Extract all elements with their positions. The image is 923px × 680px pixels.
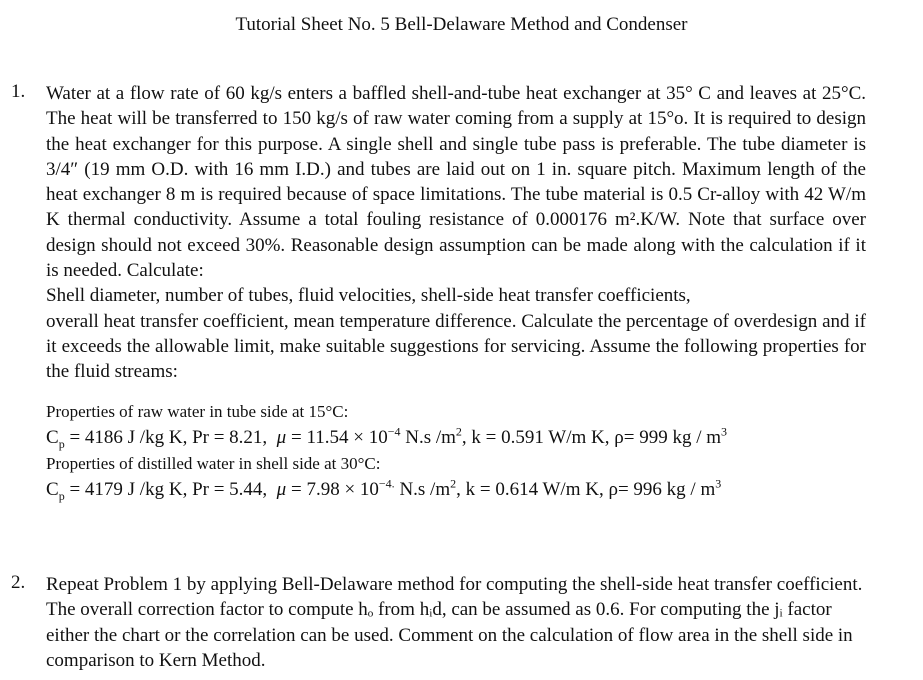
raw-water-cp: 4186 J /kg K — [84, 426, 183, 448]
calculate-list-line: Shell diameter, number of tubes, fluid velocities, shell-side heat transfer coefficients, — [46, 285, 691, 307]
page-title: Tutorial Sheet No. 5 Bell-Delaware Method and Condenser — [235, 14, 688, 35]
raw-water-mu-unit: N.s /m — [405, 426, 456, 448]
distilled-water-cp: 4179 J /kg K — [84, 478, 183, 500]
distilled-water-mu: 7.98 × 10 — [306, 478, 379, 500]
problem-statement: Water at a flow rate of 60 kg/s enters a baffled shell-and-tube heat exchanger at 35° C and leaves at 25°C. The heat will be transferred to 150 kg/s of raw water coming from a supply at 15°o. It is required to design the heat exchanger for this purpose. A single shell and single tube pass is preferable. The tube diameter is 3/4″ (19 mm O.D. with 16 mm I.D.) and tubes are laid out on 1 in. square pitch. Maximum length of the heat exchanger 8 m is required because of space limitations. The tube material is 0.5 Cr-alloy with 42 W/m K thermal conductivity. Assume a total fouling resistance of 0.000176 m².K/W. Note that surface over design should not exceed 30%. Reasonable design assumption can be made along with the calculation if it is needed. Calculate: — [46, 83, 866, 282]
calculate-list-rest: overall heat transfer coefficient, mean temperature difference. Calculate the percentage of overdesign and if it exceeds the allowable limit, make suitable suggestions for servicing. Assume the following properties for the fluid streams: — [46, 310, 866, 383]
raw-water-mu-exp: −4 — [387, 424, 401, 439]
problem-1 — [11, 81, 866, 503]
distilled-water-properties: $C_p = 4179$ J /kg K, Pr = 5.44, $\mu = 7.98 \times 10^{-4.}$ N.s $/m^2$, k = 0.614 W/m K, ρ= 996 kg / $m^3$ — [46, 476, 722, 503]
problem-statement: Repeat Problem 1 by applying Bell-Delaware method for computing the shell-side heat transfer coefficient. The overall correction factor to compute hₒ from hᵢd, can be assumed as 0.6. For computing the jᵢ factor either the chart or the correlation can be used. Comment on the calculation of flow area in the shell side in comparison to Kern Method. — [46, 574, 863, 671]
problem-body — [46, 81, 866, 503]
problem-body — [46, 572, 866, 673]
distilled-water-mu-exp: −4. — [378, 476, 395, 491]
raw-water-rho: 999 kg / m — [639, 426, 722, 448]
problem-number: 2. — [11, 572, 26, 593]
distilled-water-pr: 5.44 — [229, 478, 263, 500]
distilled-water-rho: 996 kg / m — [633, 478, 716, 500]
raw-water-heading: Properties of raw water in tube side at 15°C: — [46, 401, 349, 421]
problem-2 — [11, 572, 866, 673]
raw-water-mu: 11.54 × 10 — [306, 426, 388, 448]
distilled-water-mu-unit: N.s /m — [399, 478, 451, 500]
raw-water-k: 0.591 W/m K — [501, 426, 605, 448]
distilled-water-heading: Properties of distilled water in shell side at 30°C: — [46, 453, 381, 473]
problem-number: 1. — [11, 81, 26, 102]
raw-water-pr: 8.21 — [229, 426, 263, 448]
fluid-properties — [46, 399, 866, 503]
raw-water-properties: $C_p = 4186$ J /kg K, Pr = 8.21, $\mu = 11.54 \times 10^{-4}$ N.s $/m^2$, k = 0.591 W/m K, ρ= 999 kg / $m^3$ — [46, 424, 728, 451]
distilled-water-k: 0.614 W/m K — [495, 478, 599, 500]
